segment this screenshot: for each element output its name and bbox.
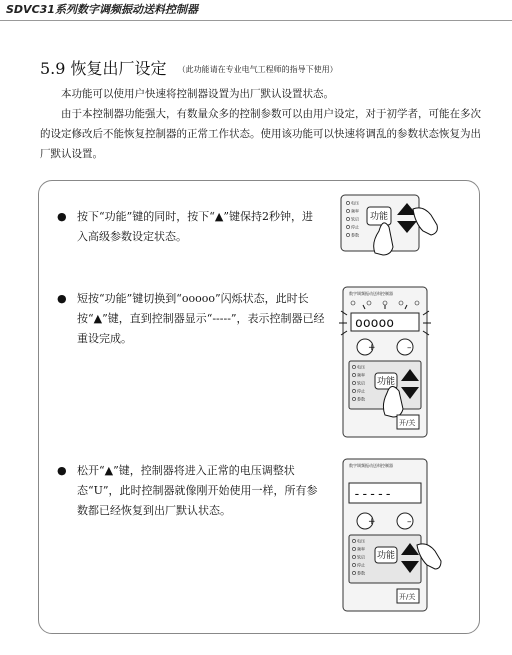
- step-1-text: 按下“功能”键的同时，按下“▲”键保持2秒钟，进入高级参数设定状态。: [77, 210, 313, 243]
- plus-icon: +: [368, 517, 376, 527]
- section-note: （此功能请在专业电气工程师的指导下使用）: [177, 65, 338, 74]
- menu-item: 参数: [357, 570, 365, 576]
- header-title: SDVC31系列数字调频振动送料控制器: [0, 0, 206, 21]
- menu-item: 参数: [351, 232, 359, 238]
- power-switch-label: 开/关: [399, 593, 416, 601]
- header-rule: [0, 20, 512, 21]
- display-value: -----: [353, 487, 393, 502]
- plus-icon: +: [368, 343, 376, 353]
- intro-paragraph-1: 本功能可以使用户快速将控制器设置为出厂默认设置状态。: [61, 88, 334, 100]
- device-step-1: [339, 191, 449, 271]
- instruction-panel: [38, 180, 480, 634]
- power-switch-label: 开/关: [399, 419, 416, 427]
- function-button-label: 功能: [370, 212, 389, 222]
- step-2: [57, 289, 327, 349]
- minus-icon: –: [407, 517, 412, 527]
- step-3: [57, 461, 327, 521]
- menu-item: 停止: [357, 562, 365, 568]
- menu-item: 软启: [357, 380, 365, 386]
- menu-item: 频率: [357, 546, 365, 552]
- step-3-text: 松开“▲”键，控制器将进入正常的电压调整状态“U”，此时控制器就像刚开始使用一样，所有参数都已经恢复到出厂默认状态。: [77, 464, 318, 517]
- menu-item: 电压: [351, 200, 359, 206]
- step-bullet: ●: [57, 464, 67, 477]
- section-title-text: 5.9 恢复出厂设定: [40, 59, 167, 78]
- step-bullet: ●: [57, 210, 67, 223]
- step-bullet: ●: [57, 292, 67, 305]
- menu-item: 频率: [357, 372, 365, 378]
- device-title: 数字调频振动送料控制器: [349, 291, 393, 296]
- step-1: [57, 207, 317, 247]
- menu-item: 停止: [351, 224, 359, 230]
- menu-item: 软启: [357, 554, 365, 560]
- menu-item: 参数: [357, 396, 365, 402]
- menu-item: 软启: [351, 216, 359, 222]
- device-title: 数字调频振动送料控制器: [349, 463, 393, 468]
- function-button-label: 功能: [377, 377, 396, 387]
- minus-icon: –: [407, 343, 412, 353]
- menu-item: 频率: [351, 208, 359, 214]
- step-2-text: 短按“功能”键切换到“ooooo”闪烁状态，此时长按“▲”键，直到控制器显示“-----”，表示控制器已经重设完成。: [77, 292, 325, 345]
- function-button-label: 功能: [377, 551, 396, 561]
- menu-item: 电压: [357, 538, 365, 544]
- menu-item: 停止: [357, 388, 365, 394]
- device-step-3: [335, 453, 455, 625]
- menu-item: 电压: [357, 364, 365, 370]
- intro-paragraph-2: 由于本控制器功能强大，有数量众多的控制参数可以由用户设定，对于初学者，可能在多次的设定修改后不能恢复控制器的正常工作状态。使用该功能可以快速将调乱的参数状态恢复为出厂默认设置。: [40, 108, 481, 160]
- device-step-2: [335, 281, 455, 451]
- intro: [40, 84, 482, 164]
- display-value: ooooo: [355, 316, 395, 331]
- section-title: [40, 56, 338, 79]
